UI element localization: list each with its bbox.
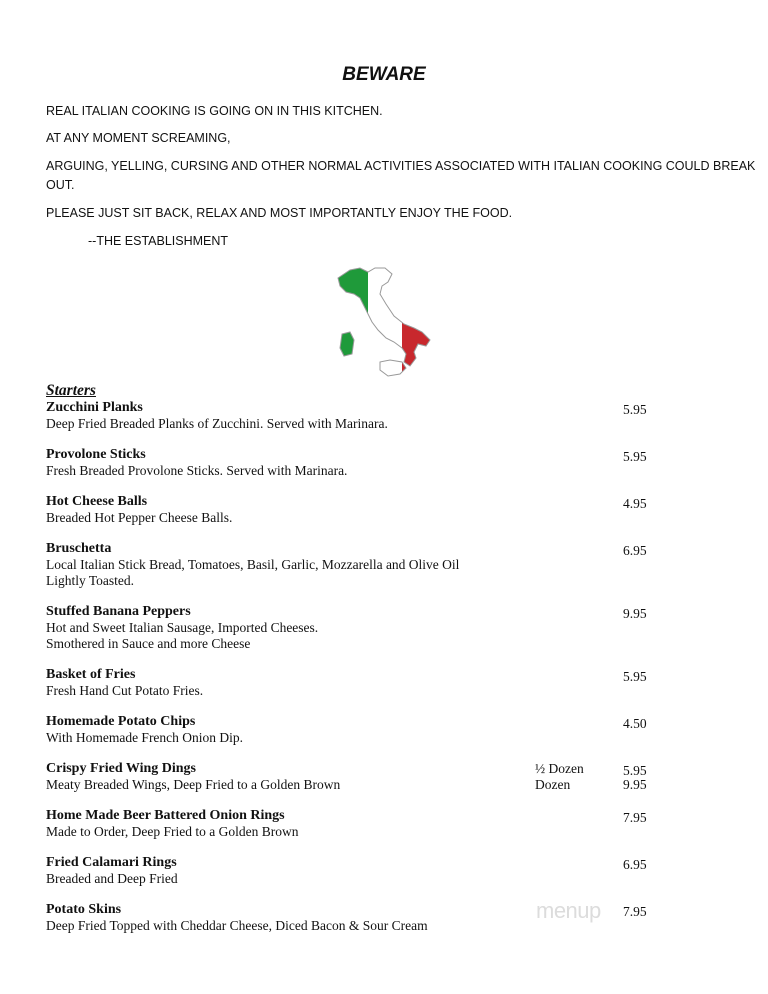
- menu-item-description: Breaded Hot Pepper Cheese Balls.: [46, 510, 233, 525]
- menu-item-price: 5.95: [623, 449, 647, 464]
- menu-item-name: Potato Skins: [46, 902, 122, 917]
- menu-item-description: Fresh Breaded Provolone Sticks. Served with Marinara.: [46, 463, 348, 478]
- menu-item: [46, 604, 686, 652]
- menu-item-description: Lightly Toasted.: [46, 573, 135, 588]
- menu-item-portion: Dozen: [535, 777, 571, 792]
- italy-flag-map-icon: [330, 262, 440, 382]
- menu-item: [46, 667, 686, 699]
- menu-item-description: Deep Fried Topped with Cheddar Cheese, Diced Bacon & Sour Cream: [46, 918, 428, 933]
- menu-item-portion: ½ Dozen: [535, 761, 584, 776]
- menu-item-name: Hot Cheese Balls: [46, 494, 148, 509]
- menu-item: [46, 494, 686, 526]
- menu-item-name: Basket of Fries: [46, 667, 136, 682]
- menu-item-price: 6.95: [623, 857, 647, 872]
- notice-line: OUT.: [46, 178, 75, 192]
- menu-item-name: Homemade Potato Chips: [46, 714, 196, 729]
- menu-item: [46, 808, 686, 840]
- menu-item-description: Smothered in Sauce and more Cheese: [46, 636, 251, 651]
- notice-signature: --THE ESTABLISHMENT: [88, 234, 229, 248]
- menu-item-name: Home Made Beer Battered Onion Rings: [46, 808, 285, 823]
- menu-item-price: 5.95: [623, 402, 647, 417]
- menu-item: [46, 400, 686, 432]
- menu-item-price: 7.95: [623, 810, 647, 825]
- menu-item-price: 4.95: [623, 496, 647, 511]
- menu-item: [46, 855, 686, 887]
- menu-item-price: 5.95: [623, 763, 647, 778]
- menu-item-name: Fried Calamari Rings: [46, 855, 177, 870]
- menu-item-name: Crispy Fried Wing Dings: [46, 761, 197, 776]
- menu-item-description: Breaded and Deep Fried: [46, 871, 178, 886]
- menu-item-price: 6.95: [623, 543, 647, 558]
- notice-line: AT ANY MOMENT SCREAMING,: [46, 131, 231, 145]
- menu-item: [46, 902, 686, 934]
- notice-line: ARGUING, YELLING, CURSING AND OTHER NORMAL ACTIVITIES ASSOCIATED WITH ITALIAN COOKING COULD BREAK: [46, 159, 756, 173]
- menu-item: [46, 714, 686, 746]
- menu-item-description: With Homemade French Onion Dip.: [46, 730, 244, 745]
- notice-line: REAL ITALIAN COOKING IS GOING ON IN THIS KITCHEN.: [46, 104, 383, 118]
- menu-item-price: 9.95: [623, 777, 647, 792]
- menu-item-price: 7.95: [623, 904, 647, 919]
- notice-line: PLEASE JUST SIT BACK, RELAX AND MOST IMPORTANTLY ENJOY THE FOOD.: [46, 206, 513, 220]
- menu-item-name: Bruschetta: [46, 541, 112, 556]
- menu-item-name: Stuffed Banana Peppers: [46, 604, 191, 619]
- menu-item-description: Deep Fried Breaded Planks of Zucchini. Served with Marinara.: [46, 416, 388, 431]
- menu-item: [46, 447, 686, 479]
- menu-item-description: Made to Order, Deep Fried to a Golden Brown: [46, 824, 299, 839]
- menu-item: [46, 761, 686, 793]
- menu-item-name: Zucchini Planks: [46, 400, 143, 415]
- menu-item-description: Hot and Sweet Italian Sausage, Imported Cheeses.: [46, 620, 319, 635]
- menu-item-name: Provolone Sticks: [46, 447, 146, 462]
- menu-item-description: Meaty Breaded Wings, Deep Fried to a Golden Brown: [46, 777, 341, 792]
- menu-item-price: 4.50: [623, 716, 647, 731]
- menu-item-description: Fresh Hand Cut Potato Fries.: [46, 683, 204, 698]
- menu-item-price: 9.95: [623, 606, 647, 621]
- menu-item-price: 5.95: [623, 669, 647, 684]
- menu-item-description: Local Italian Stick Bread, Tomatoes, Basil, Garlic, Mozzarella and Olive Oil: [46, 557, 460, 572]
- section-heading-starters: Starters: [46, 382, 96, 399]
- watermark-logo: menup: [536, 898, 601, 923]
- page-title: BEWARE: [342, 64, 426, 85]
- menu-item: [46, 541, 686, 589]
